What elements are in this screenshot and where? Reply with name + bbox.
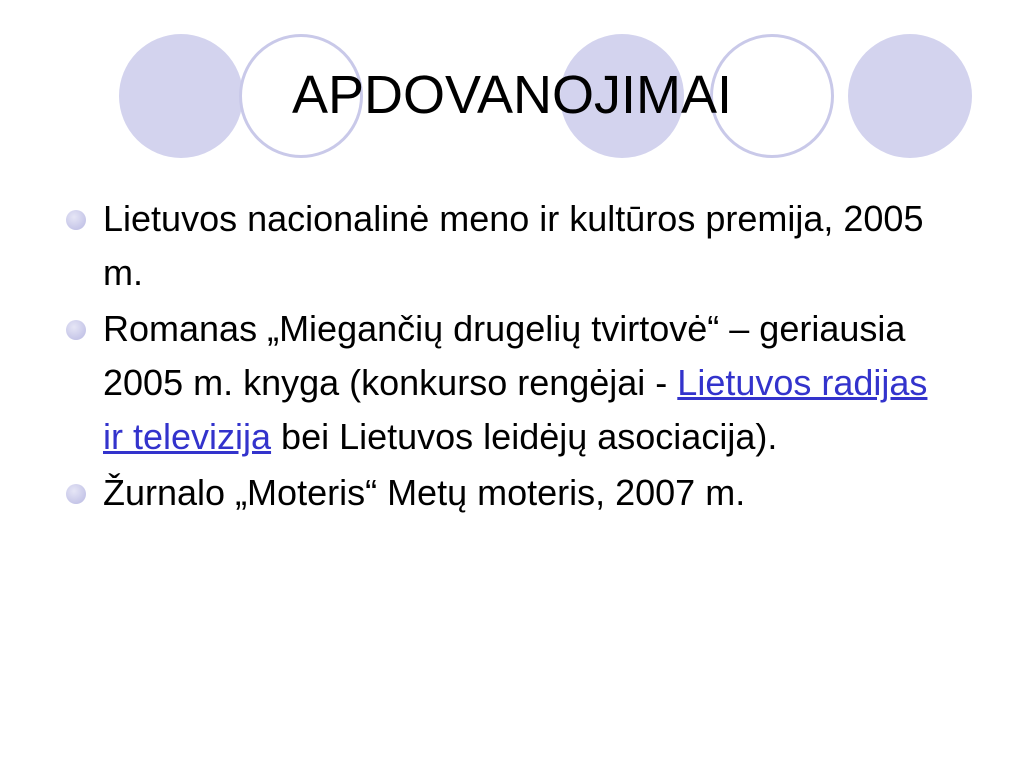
bullet-dot-icon	[66, 320, 86, 340]
slide-title: APDOVANOJIMAI	[291, 65, 733, 125]
bullet-dot-icon	[66, 210, 86, 230]
bullet-item-woman-of-year	[66, 466, 946, 520]
bullet-item-national-prize	[66, 192, 946, 300]
bullet-dot-icon	[66, 484, 86, 504]
bullet-text-before-link: Romanas „Miegančių drugelių tvirtovė“ – geriausia 2005 m. knyga (konkurso rengėjai -	[103, 308, 906, 403]
bullet-text-after-link: bei Lietuvos leidėjų asociacija).	[271, 416, 778, 457]
lrt-link[interactable]: Lietuvos radijas ir televizija	[103, 362, 928, 457]
bullet-text: Žurnalo „Moteris“ Metų moteris, 2007 m.	[103, 472, 746, 513]
bullet-text: Lietuvos nacionalinė meno ir kultūros premija, 2005 m.	[103, 198, 924, 293]
bullet-list	[66, 192, 946, 522]
bullet-item-best-book	[66, 302, 946, 464]
